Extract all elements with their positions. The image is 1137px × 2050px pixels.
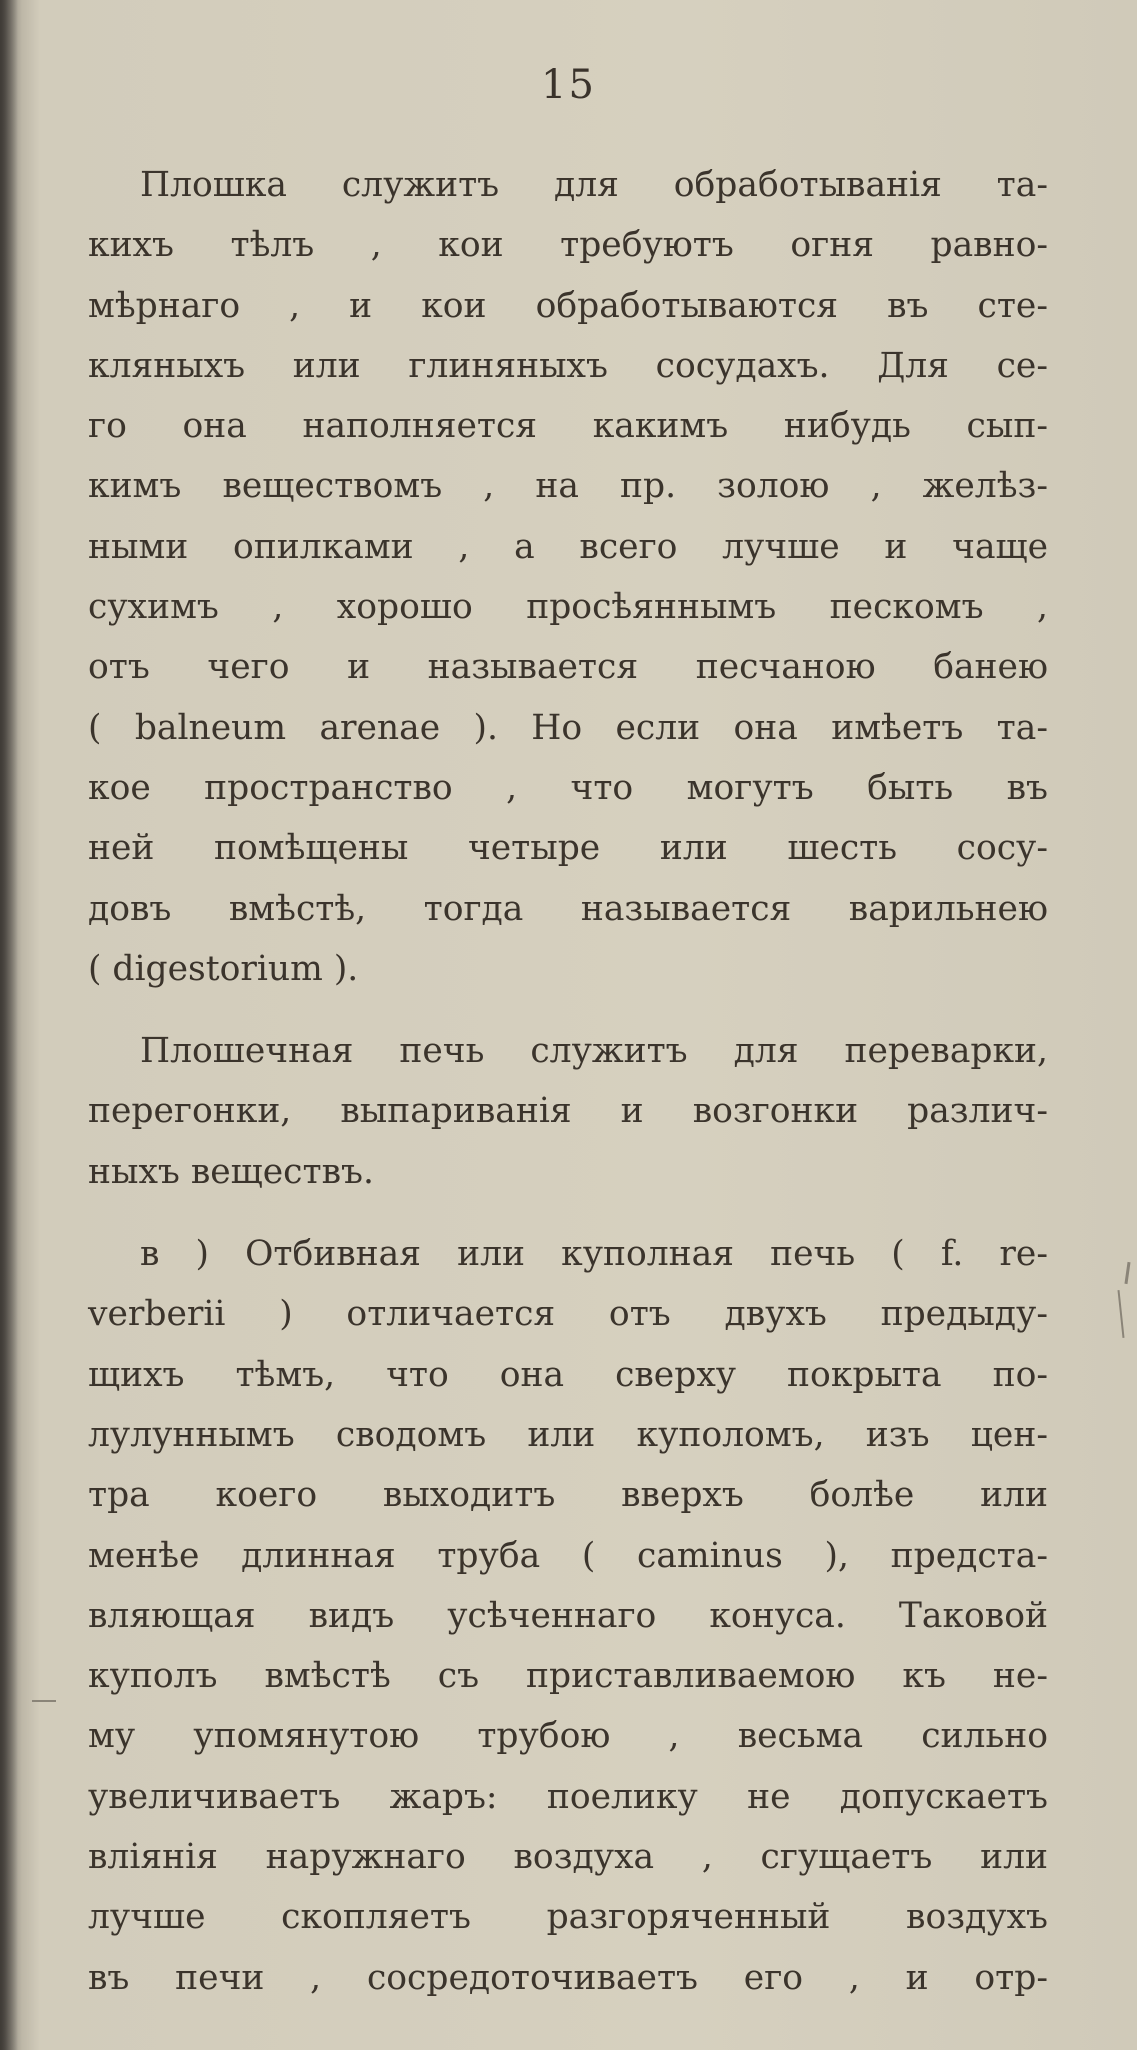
text-line: кляныхъ или глиняныхъ сосудахъ. Для се- (88, 345, 1048, 386)
paragraph-2 (88, 1021, 1048, 1202)
text-line: ( balneum arenae ). Но если она имѣетъ та- (88, 707, 1048, 748)
text-line: Плошечная печь служитъ для переварки, (140, 1031, 1048, 1072)
text-line: довъ вмѣстѣ, тогда называется варильнею (88, 888, 1048, 929)
text-line: лулуннымъ сводомъ или куполомъ, изъ цен- (88, 1414, 1048, 1455)
text-line: ныхъ веществъ. (88, 1151, 374, 1192)
page-number: 15 (541, 62, 596, 108)
paragraph-1 (88, 155, 1048, 999)
margin-mark (32, 1700, 56, 1702)
text-line: вляющая видъ усѣченнаго конуса. Таковой (88, 1595, 1048, 1636)
text-line: въ печи , сосредоточиваетъ его , и отр- (88, 1957, 1048, 1998)
paragraph-3 (88, 1224, 1048, 2008)
text-line: вліянія наружнаго воздуха , сгущаетъ или (88, 1837, 1048, 1878)
text-line: verberii ) отличается отъ двухъ предыду- (88, 1294, 1048, 1335)
text-line: тра коего выходитъ вверхъ болѣе или (88, 1475, 1048, 1516)
margin-mark (1117, 1290, 1124, 1338)
text-line: ными опилками , а всего лучше и чаще (88, 526, 1048, 567)
text-line: кимъ веществомъ , на пр. золою , желѣз- (88, 466, 1048, 507)
text-line: менѣе длинная труба ( caminus ), предста- (88, 1535, 1048, 1576)
paragraph-gap (88, 999, 1048, 1021)
text-line: увеличиваетъ жаръ: поелику не допускаетъ (88, 1776, 1048, 1817)
text-line: сухимъ , хорошо просѣяннымъ пескомъ , (88, 587, 1048, 628)
text-line: кихъ тѣлъ , кои требуютъ огня равно- (88, 225, 1048, 266)
text-line: в ) Отбивная или куполная печь ( f. re- (140, 1234, 1048, 1275)
text-line: куполъ вмѣстѣ съ приставливаемою къ не- (88, 1656, 1048, 1697)
text-line: отъ чего и называется песчаною банею (88, 647, 1048, 688)
text-line: го она наполняется какимъ нибудь сып- (88, 406, 1048, 447)
paragraph-gap (88, 1202, 1048, 1224)
text-line: ней помѣщены четыре или шесть сосу- (88, 828, 1048, 869)
text-line: ( digestorium ). (88, 948, 359, 989)
text-line: мѣрнаго , и кои обработываются въ сте- (88, 285, 1048, 326)
page-text (88, 155, 1048, 2008)
text-line: му упомянутою трубою , весьма сильно (88, 1716, 1048, 1757)
text-line: кое пространство , что могутъ быть въ (88, 767, 1048, 808)
text-line: щихъ тѣмъ, что она сверху покрыта по- (88, 1354, 1048, 1395)
text-line: лучше скопляетъ разгоряченный воздухъ (88, 1897, 1048, 1938)
margin-mark (1124, 1262, 1130, 1284)
spine-shadow (0, 0, 18, 2050)
text-line: перегонки, выпариванія и возгонки различ- (88, 1091, 1048, 1132)
text-line: Плошка служитъ для обработыванія та- (140, 165, 1048, 205)
